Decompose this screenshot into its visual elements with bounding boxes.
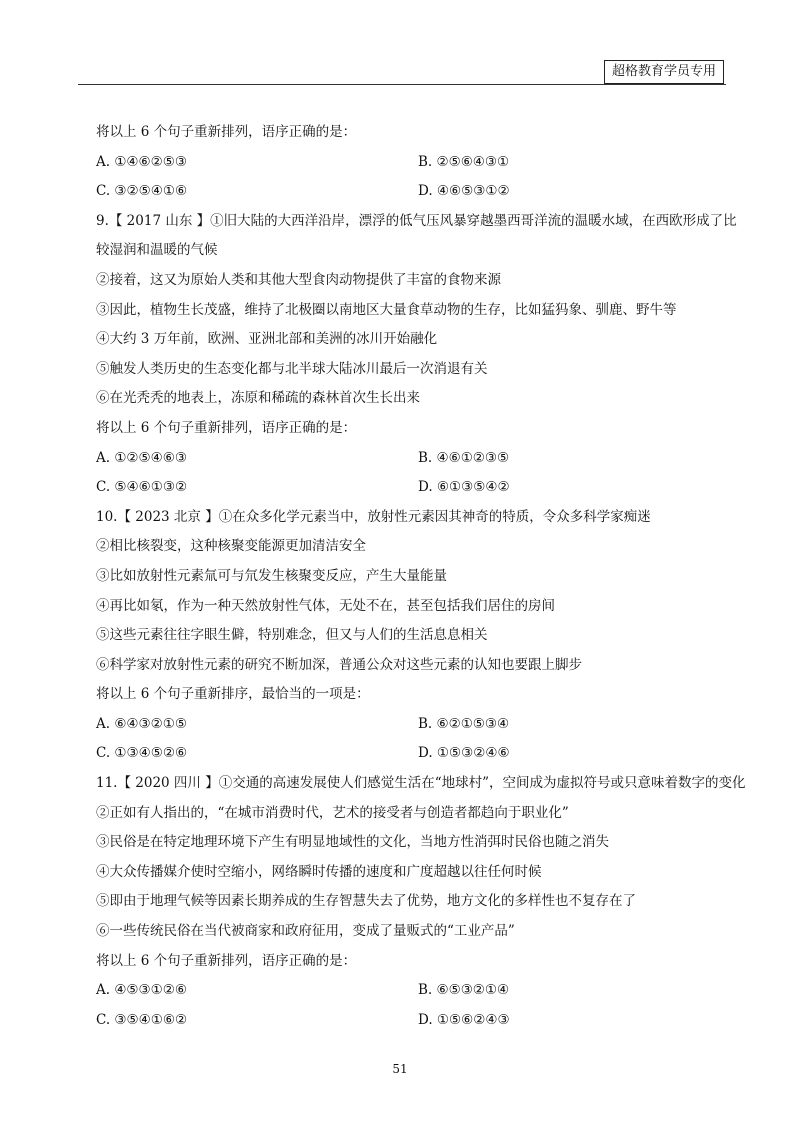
- q10-sentence-2: ②相比核裂变，这种核聚变能源更加清洁安全: [96, 538, 366, 555]
- q9-sentence-4: ④大约 3 万年前，欧洲、亚洲北部和美洲的冰川开始融化: [96, 331, 438, 348]
- q11-option-a: A. ④⑤③①②⑥: [96, 982, 187, 999]
- q9-options-row2: [96, 473, 736, 503]
- q10-stem-line1: 10.【 2023 北京 】①在众多化学元素当中，放射性元素因其神奇的特质，令众多科学家痴迷: [96, 508, 651, 525]
- q10-option-d: D. ①⑤③②④⑥: [418, 745, 510, 762]
- q10-sentence-4: ④再比如氡，作为一种天然放射性气体，无处不在，甚至包括我们居住的房间: [96, 597, 555, 614]
- q10-option-a: A. ⑥④③②①⑤: [96, 715, 187, 732]
- q9-option-a: A. ①②⑤④⑥③: [96, 449, 187, 466]
- q8-option-a: A. ①④⑥②⑤③: [96, 153, 187, 170]
- q11-sentence-2: ②正如有人指出的，“在城市消费时代，艺术的接受者与创造者都趋向于职业化”: [96, 804, 569, 821]
- q10-sentence-3: ③比如放射性元素氚可与氘发生核聚变反应，产生大量能量: [96, 567, 447, 584]
- q11-option-c: C. ③⑤④①⑥②: [96, 1011, 188, 1028]
- q9-sentence-6: ⑥在光秃秃的地表上，冻原和稀疏的森林首次生长出来: [96, 390, 420, 407]
- q9-options-row1: [96, 444, 736, 474]
- q10-options-row2: [96, 739, 736, 769]
- q11-options-row1: [96, 976, 736, 1006]
- q8-options-row2: [96, 177, 736, 207]
- page-content: [96, 118, 746, 1035]
- q10-options-row1: [96, 710, 736, 740]
- q11-stem-line1: 11.【 2020 四川 】①交通的高速发展使人们感觉生活在“地球村”，空间成为虚拟符号或只意味着数字的变化: [96, 775, 746, 792]
- q9-option-c: C. ⑤④⑥①③②: [96, 479, 188, 496]
- q11-option-d: D. ①⑤⑥②④③: [418, 1011, 510, 1028]
- q10-option-b: B. ⑥②①⑤③④: [418, 715, 510, 732]
- header-rule: [78, 84, 726, 85]
- page-number: 51: [392, 1062, 408, 1076]
- q9-option-d: D. ⑥①③⑤④②: [418, 479, 510, 496]
- q11-instruction: 将以上 6 个句子重新排列，语序正确的是：: [96, 952, 357, 969]
- q11-options-row2: [96, 1006, 736, 1036]
- q9-sentence-3: ③因此，植物生长茂盛，维持了北极圈以南地区大量食草动物的生存，比如猛犸象、驯鹿、野牛等: [96, 301, 677, 318]
- q11-sentence-3: ③民俗是在特定地理环境下产生有明显地域性的文化，当地方性消弭时民俗也随之消失: [96, 834, 609, 851]
- q8-option-c: C. ③②⑤④①⑥: [96, 183, 188, 200]
- q11-sentence-6: ⑥一些传统民俗在当代被商家和政府征用，变成了量贩式的“工业产品”: [96, 923, 515, 940]
- q8-option-b: B. ②⑤⑥④③①: [418, 153, 510, 170]
- q8-options-row1: [96, 148, 736, 178]
- q11-sentence-4: ④大众传播媒介使时空缩小，网络瞬时传播的速度和广度超越以往任何时候: [96, 863, 542, 880]
- header-label: 超格教育学员专用: [604, 60, 724, 84]
- q9-sentence-5: ⑤触发人类历史的生态变化都与北半球大陆冰川最后一次消退有关: [96, 360, 488, 377]
- q11-option-b: B. ⑥⑤③②①④: [418, 982, 510, 999]
- q10-option-c: C. ①③④⑤②⑥: [96, 745, 188, 762]
- q8-option-d: D. ④⑥⑤③①②: [418, 183, 510, 200]
- q9-instruction: 将以上 6 个句子重新排列，语序正确的是：: [96, 419, 357, 436]
- q8-instruction: 将以上 6 个句子重新排列，语序正确的是：: [96, 124, 357, 140]
- q10-sentence-6: ⑥科学家对放射性元素的研究不断加深，普通公众对这些元素的认知也要跟上脚步: [96, 656, 582, 673]
- q10-sentence-5: ⑤这些元素往往字眼生僻，特别难念，但又与人们的生活息息相关: [96, 627, 488, 644]
- q9-option-b: B. ④⑥①②③⑤: [418, 449, 510, 466]
- q10-instruction: 将以上 6 个句子重新排序，最恰当的一项是：: [96, 686, 370, 703]
- q9-stem-line1: 9.【 2017 山东 】①旧大陆的大西洋沿岸，漂浮的低气压风暴穿越墨西哥洋流的温暖水域，在西欧形成了比: [96, 212, 737, 229]
- q11-sentence-5: ⑤即由于地理气候等因素长期养成的生存智慧失去了优势，地方文化的多样性也不复存在了: [96, 893, 636, 910]
- q9-stem-line2: 较湿润和温暖的气候: [96, 242, 218, 259]
- q9-sentence-2: ②接着，这又为原始人类和其他大型食肉动物提供了丰富的食物来源: [96, 271, 501, 288]
